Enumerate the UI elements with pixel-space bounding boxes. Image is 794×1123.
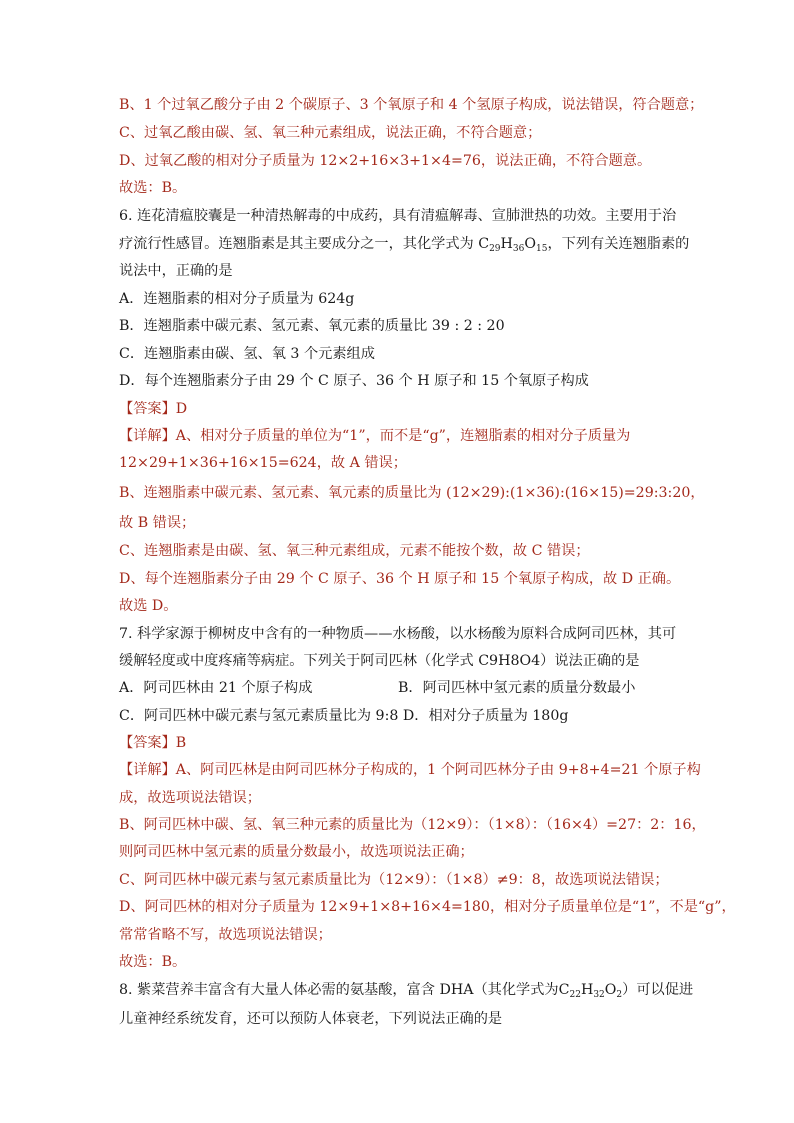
explanation-line: 成，故选项说法错误；: [119, 790, 261, 806]
explanation-line: 故 B 错误；: [119, 515, 196, 531]
explanation-line: 12×29+1×36+16×15=624，故 A 错误；: [119, 455, 407, 471]
formula-element: O: [604, 982, 617, 998]
explanation-line: 常常省略不写，故选项说法错误；: [119, 927, 332, 943]
explanation-line: C、连翘脂素是由碳、氢、氧三种元素组成，元素不能按个数，故 C 错误；: [119, 543, 590, 559]
text-line: C、过氧乙酸由碳、氢、氧三种元素组成，说法正确，不符合题意；: [119, 125, 542, 141]
option-c-d: C．阿司匹林中碳元素与氢元素质量比为 9:8 D．相对分子质量为 180g: [119, 708, 569, 724]
text-fragment: ，下列有关连翘脂素的: [547, 236, 690, 252]
text-fragment: ）可以促进: [622, 982, 694, 998]
formula-element: C: [558, 982, 570, 998]
formula-element: H: [500, 236, 513, 252]
explanation-line: 故选：B。: [119, 954, 187, 970]
answer-label: 【答案】D: [119, 401, 188, 417]
answer-label: 【答案】B: [119, 735, 187, 751]
explanation-line: D、阿司匹林的相对分子质量为 12×9+1×8+16×4=180，相对分子质量单位是“1”，不是“g”，: [119, 899, 736, 915]
option-a: A．连翘脂素的相对分子质量为 624g: [119, 291, 355, 307]
option-d: D．每个连翘脂素分子由 29 个 C 原子、36 个 H 原子和 15 个氧原子构成: [119, 373, 589, 389]
explanation-line: B、连翘脂素中碳元素、氢元素、氧元素的质量比为 (12×29):(1×36):(16×15)=29:3:20，: [119, 485, 705, 501]
formula-element: H: [580, 982, 594, 998]
formula-subscript: 22: [569, 990, 581, 1000]
explanation-line: 【详解】A、阿司匹林是由阿司匹林分子构成的，1 个阿司匹林分子由 9+8+4=21 个原子构: [119, 762, 701, 778]
text-line: 说法中，正确的是: [119, 263, 233, 279]
option-b: B．连翘脂素中碳元素、氢元素、氧元素的质量比 39 : 2 : 20: [119, 318, 505, 334]
formula-element: O: [524, 236, 536, 252]
question-8-stem-line2: 儿童神经系统发育，还可以预防人体衰老，下列说法正确的是: [119, 1011, 503, 1027]
formula-subscript: 15: [536, 244, 548, 254]
formula-subscript: 29: [489, 244, 501, 254]
question-7-stem: 7. 科学家源于柳树皮中含有的一种物质——水杨酸，以水杨酸为原料合成阿司匹林，其可: [119, 626, 677, 642]
option-a: A．阿司匹林由 21 个原子构成: [119, 680, 313, 696]
question-7-stem-line2: 缓解轻度或中度疼痛等病症。下列关于阿司匹林（化学式 C9H8O4）说法正确的是: [119, 653, 640, 669]
formula-subscript: 32: [593, 990, 605, 1000]
formula-subscript: 36: [512, 244, 525, 254]
question-6-stem: 6. 连花清瘟胶囊是一种清热解毒的中成药，具有清瘟解毒、宣肺泄热的功效。主要用于治: [119, 208, 677, 224]
explanation-line: D、每个连翘脂素分子由 29 个 C 原子、36 个 H 原子和 15 个氧原子构成，故 D 正确。: [119, 571, 681, 587]
option-b: B．阿司匹林中氢元素的质量分数最小: [398, 680, 636, 696]
formula-element: C: [478, 236, 490, 252]
text-line: D、过氧乙酸的相对分子质量为 12×2+16×3+1×4=76，说法正确，不符合题意。: [119, 153, 652, 169]
explanation-line: B、阿司匹林中碳、氢、氧三种元素的质量比为（12×9）：（1×8）：（16×4）=27：2：16，: [119, 817, 706, 833]
formula-subscript: 2: [616, 990, 623, 1000]
option-c: C．连翘脂素由碳、氢、氧 3 个元素组成: [119, 346, 375, 362]
text-line: B、1 个过氧乙酸分子由 2 个碳原子、3 个氧原子和 4 个氢原子构成，说法错误，符合题意；: [119, 97, 704, 113]
explanation-line: 【详解】A、相对分子质量的单位为“1”，而不是“g”，连翘脂素的相对分子质量为: [119, 428, 631, 444]
explanation-line: 则阿司匹林中氢元素的质量分数最小，故选项说法正确；: [119, 844, 474, 860]
chemical-formula: [559, 982, 623, 998]
text-fragment: 疗流行性感冒。连翘脂素是其主要成分之一，其化学式为: [119, 236, 474, 252]
question-8-stem: [119, 983, 693, 1000]
question-6-stem-line2: [119, 237, 689, 254]
explanation-line: 故选 D。: [119, 598, 178, 614]
explanation-line: C、阿司匹林中碳元素与氢元素质量比为（12×9）：（1×8）≠9：8，故选项说法错误；: [119, 872, 669, 888]
text-line: 故选：B。: [119, 180, 187, 196]
text-fragment: 8. 紫菜营养丰富含有大量人体必需的氨基酸，富含 DHA（其化学式为: [119, 982, 559, 998]
chemical-formula: [478, 236, 547, 252]
